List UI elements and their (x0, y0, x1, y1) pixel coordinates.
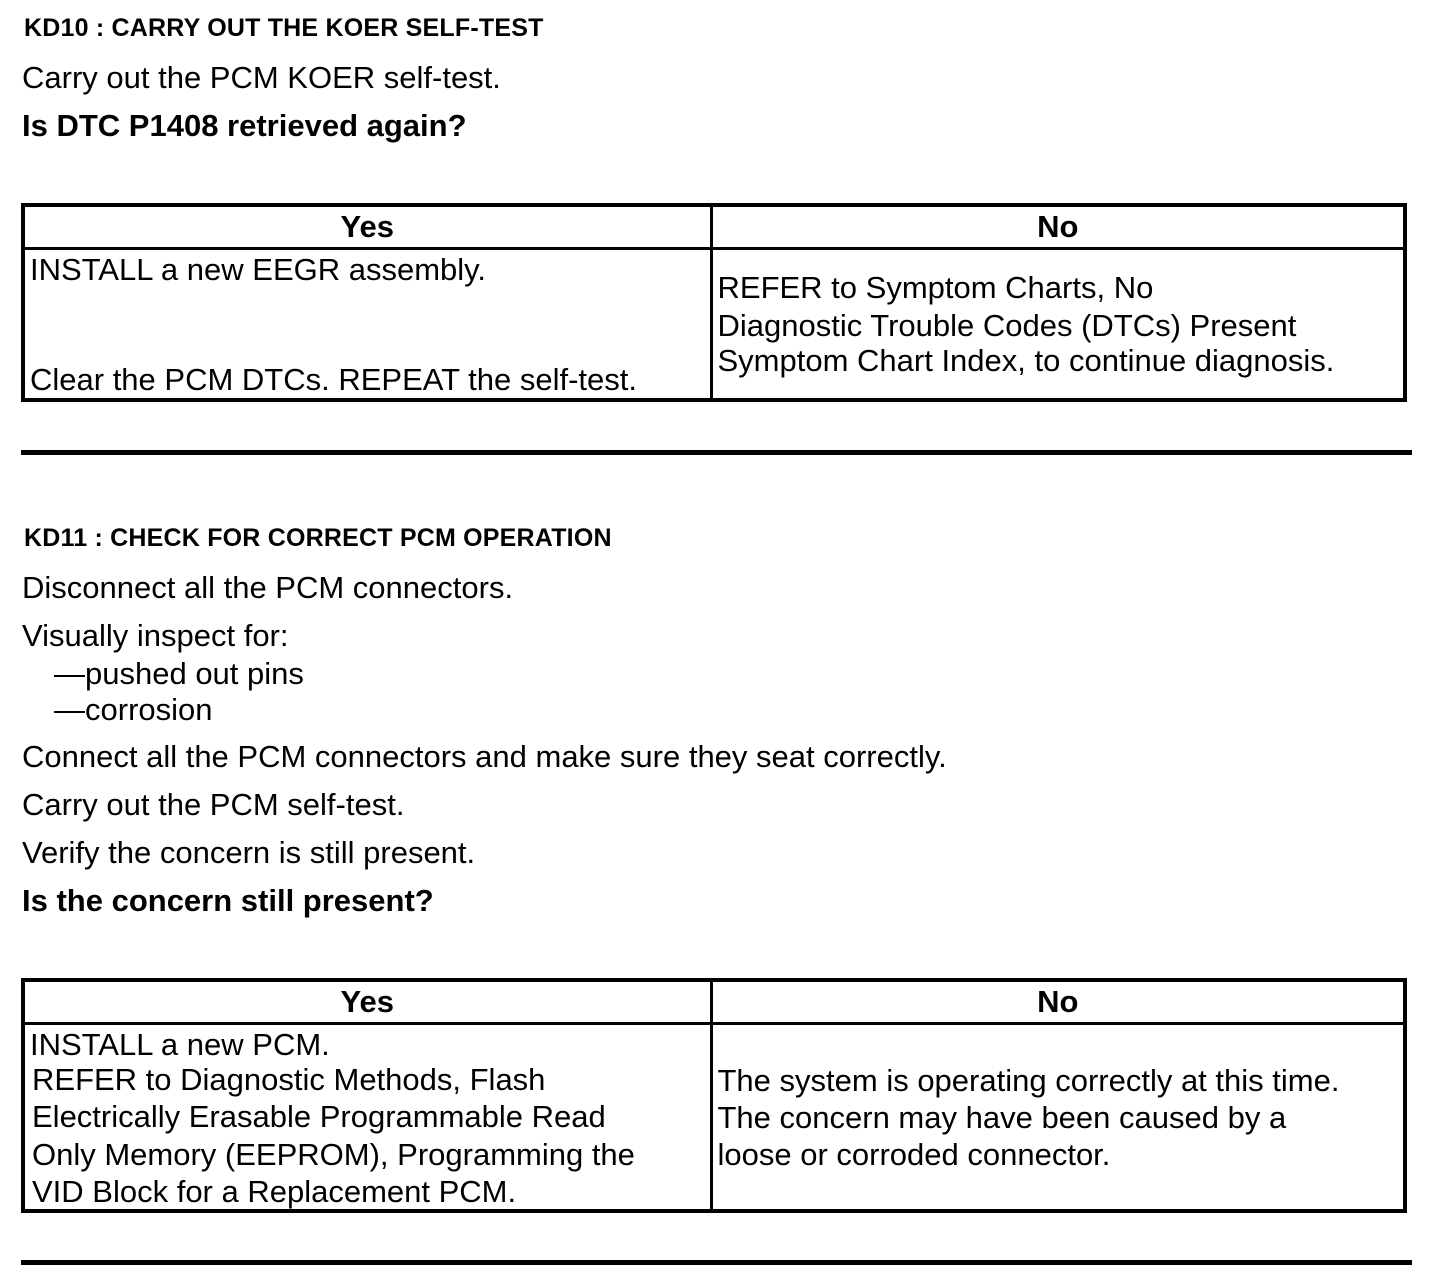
kd11-question: Is the concern still present? (22, 883, 434, 918)
kd10-step-1: Carry out the PCM KOER self-test. (22, 60, 501, 95)
kd10-no-line-3: Symptom Chart Index, to continue diagnosis. (717, 343, 1335, 378)
kd10-question: Is DTC P1408 retrieved again? (22, 108, 467, 143)
kd11-step-5: Verify the concern is still present. (22, 835, 476, 870)
kd10-no-line-1: REFER to Symptom Charts, No (717, 270, 1154, 305)
kd10-yes-line-1: INSTALL a new EEGR assembly. (30, 252, 486, 287)
kd11-yes-line-1: INSTALL a new PCM. (30, 1027, 330, 1062)
kd11-heading: KD11 : CHECK FOR CORRECT PCM OPERATION (24, 524, 612, 552)
kd10-yes-cell (23, 249, 711, 401)
kd10-no-line-2: Diagnostic Trouble Codes (DTCs) Present (717, 308, 1297, 343)
kd11-bullet-1: —pushed out pins (54, 656, 304, 691)
kd11-yes-line-3: Electrically Erasable Programmable Read (32, 1099, 606, 1134)
section-divider (21, 450, 1412, 455)
kd10-yes-line-2: Clear the PCM DTCs. REPEAT the self-test. (30, 362, 637, 397)
bottom-divider (21, 1260, 1412, 1265)
kd11-bullet-2: —corrosion (54, 692, 213, 727)
kd10-no-header: No (711, 205, 1405, 249)
kd11-yes-cell (23, 1024, 711, 1212)
kd11-step-4: Carry out the PCM self-test. (22, 787, 405, 822)
kd11-no-line-3: loose or corroded connector. (717, 1137, 1111, 1172)
kd11-step-1: Disconnect all the PCM connectors. (22, 570, 514, 605)
kd11-yes-no-table (21, 978, 1407, 1213)
kd11-step-2: Visually inspect for: (22, 618, 289, 653)
kd11-no-header: No (711, 980, 1405, 1024)
kd11-yes-line-2: REFER to Diagnostic Methods, Flash (32, 1062, 546, 1097)
kd11-yes-line-4: Only Memory (EEPROM), Programming the (32, 1137, 635, 1172)
kd10-no-cell (711, 249, 1405, 401)
kd11-no-cell (711, 1024, 1405, 1212)
kd11-step-3: Connect all the PCM connectors and make sure they seat correctly. (22, 739, 947, 774)
kd11-yes-header: Yes (23, 980, 711, 1024)
kd10-yes-header: Yes (23, 205, 711, 249)
kd11-no-line-2: The concern may have been caused by a (717, 1100, 1287, 1135)
kd11-yes-line-5: VID Block for a Replacement PCM. (32, 1174, 517, 1209)
kd11-no-line-1: The system is operating correctly at this time. (717, 1063, 1340, 1098)
kd10-heading: KD10 : CARRY OUT THE KOER SELF-TEST (24, 14, 544, 42)
kd10-yes-no-table (21, 203, 1407, 402)
